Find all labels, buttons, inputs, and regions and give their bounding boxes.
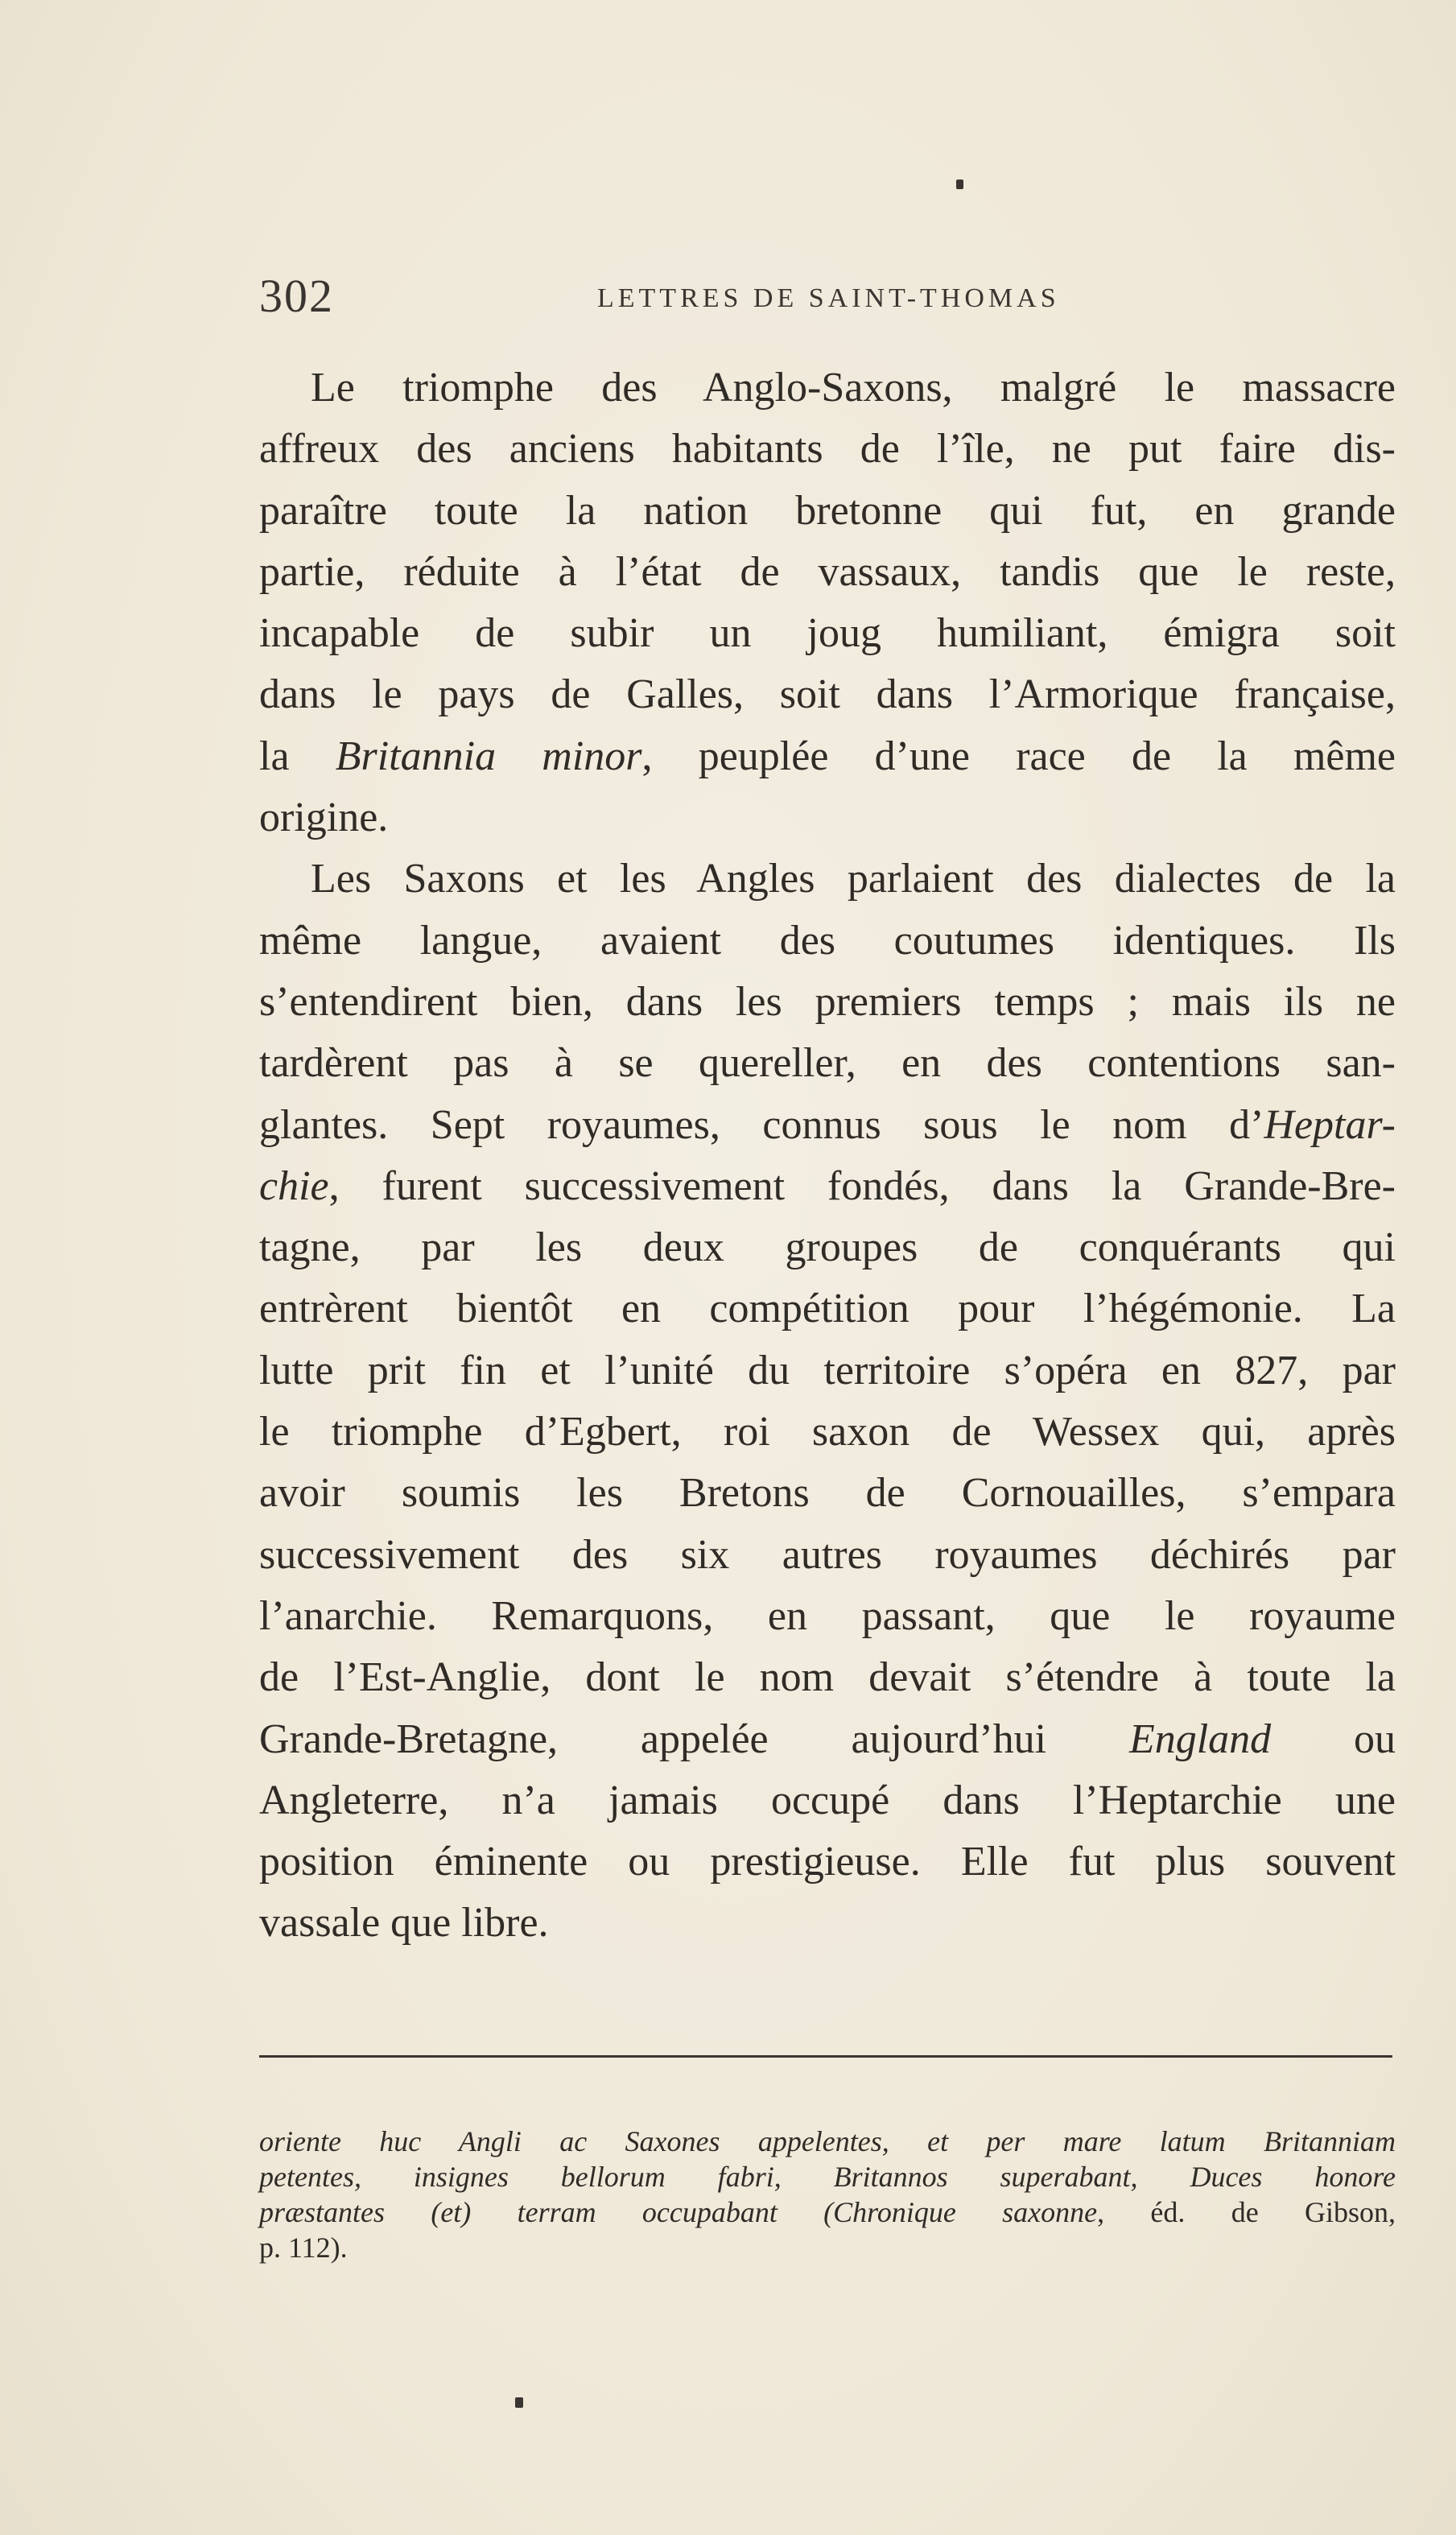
body-line: le triomphe d’Egbert, roi saxon de Wessex qui, après	[259, 1409, 1396, 1455]
italic-term: England	[1128, 1715, 1272, 1762]
body-line: dans le pays de Galles, soit dans l’Armorique française,	[259, 671, 1396, 718]
body-line: vassale que libre.	[259, 1900, 549, 1947]
footnote-line	[259, 2194, 1396, 2230]
body-line: de l’Est-Anglie, dont le nom devait s’étendre à toute la	[259, 1654, 1396, 1701]
body-line	[259, 1095, 1396, 1156]
body-line: lutte prit fin et l’unité du territoire s’opéra en 827, par	[259, 1347, 1396, 1393]
body-line-part: , furent successivement fondés, dans la Grande-Bre-	[328, 1162, 1396, 1209]
body-line-part: ou	[1271, 1715, 1396, 1762]
body-line: même langue, avaient des coutumes identiques. Ils	[259, 917, 1396, 964]
page-number: 302	[259, 270, 334, 322]
body-line	[259, 1709, 1396, 1770]
body-line: tagne, par les deux groupes de conquérants qui	[259, 1224, 1396, 1271]
body-line: Angleterre, n’a jamais occupé dans l’Heptarchie une	[259, 1777, 1396, 1823]
body-line-part: , peuplée d’une race de la même	[641, 733, 1396, 779]
footnote	[259, 2124, 1396, 2265]
page-header	[259, 269, 1112, 322]
body-line: l’anarchie. Remarquons, en passant, que le royaume	[259, 1592, 1396, 1639]
body-line: Le triomphe des Anglo-Saxons, malgré le massacre	[311, 365, 1396, 411]
body-line: origine.	[259, 795, 389, 841]
body-line: incapable de subir un joug humiliant, émigra soit	[259, 610, 1396, 657]
running-head: LETTRES DE SAINT-THOMAS	[597, 283, 1060, 313]
footnote-line: oriente huc Angli ac Saxones appelentes, et per mare latum Britanniam	[259, 2125, 1396, 2157]
body-line: position éminente ou prestigieuse. Elle fut plus souvent	[259, 1839, 1396, 1885]
bottom-ink-dot	[515, 2397, 523, 2408]
footnote-line: p. 112).	[259, 2232, 348, 2264]
body-line: entrèrent bientôt en compétition pour l’hégémonie. La	[259, 1286, 1396, 1332]
body-line: s’entendirent bien, dans les premiers temps ; mais ils ne	[259, 978, 1396, 1025]
body-line: partie, réduite à l’état de vassaux, tandis que le reste,	[259, 548, 1396, 595]
body-line-part: la	[259, 733, 336, 779]
body-line	[259, 1156, 1396, 1217]
footnote-line-part: , éd. de Gibson,	[1097, 2196, 1396, 2228]
body-line-part: glantes. Sept royaumes, connus sous le nom d’	[259, 1101, 1264, 1148]
footnote-line: petentes, insignes bellorum fabri, Britannos superabant, Duces honore	[259, 2161, 1396, 2193]
body-line: affreux des anciens habitants de l’île, ne put faire dis-	[259, 426, 1396, 473]
footnote-source-title: Chronique saxonne	[833, 2196, 1098, 2228]
body-line: avoir soumis les Bretons de Cornouailles, s’empara	[259, 1470, 1396, 1517]
body-text	[259, 357, 1396, 1955]
top-ink-dot	[956, 180, 963, 189]
body-line: tardèrent pas à se quereller, en des contentions san-	[259, 1040, 1396, 1087]
body-line: successivement des six autres royaumes déchirés par	[259, 1531, 1396, 1578]
body-line: paraître toute la nation bretonne qui fut, en grande	[259, 487, 1396, 534]
footnote-divider	[259, 2055, 1392, 2058]
body-line	[259, 726, 1396, 787]
italic-term: Britannia minor	[335, 733, 642, 779]
body-line: Les Saxons et les Angles parlaient des dialectes de la	[311, 856, 1396, 902]
body-line-part: Grande-Bretagne, appelée aujourd’hui	[259, 1715, 1129, 1762]
footnote-line-part: præstantes (et) terram occupabant (	[259, 2196, 834, 2228]
italic-term: Heptar-	[1264, 1101, 1396, 1148]
italic-term: chie	[259, 1162, 329, 1209]
